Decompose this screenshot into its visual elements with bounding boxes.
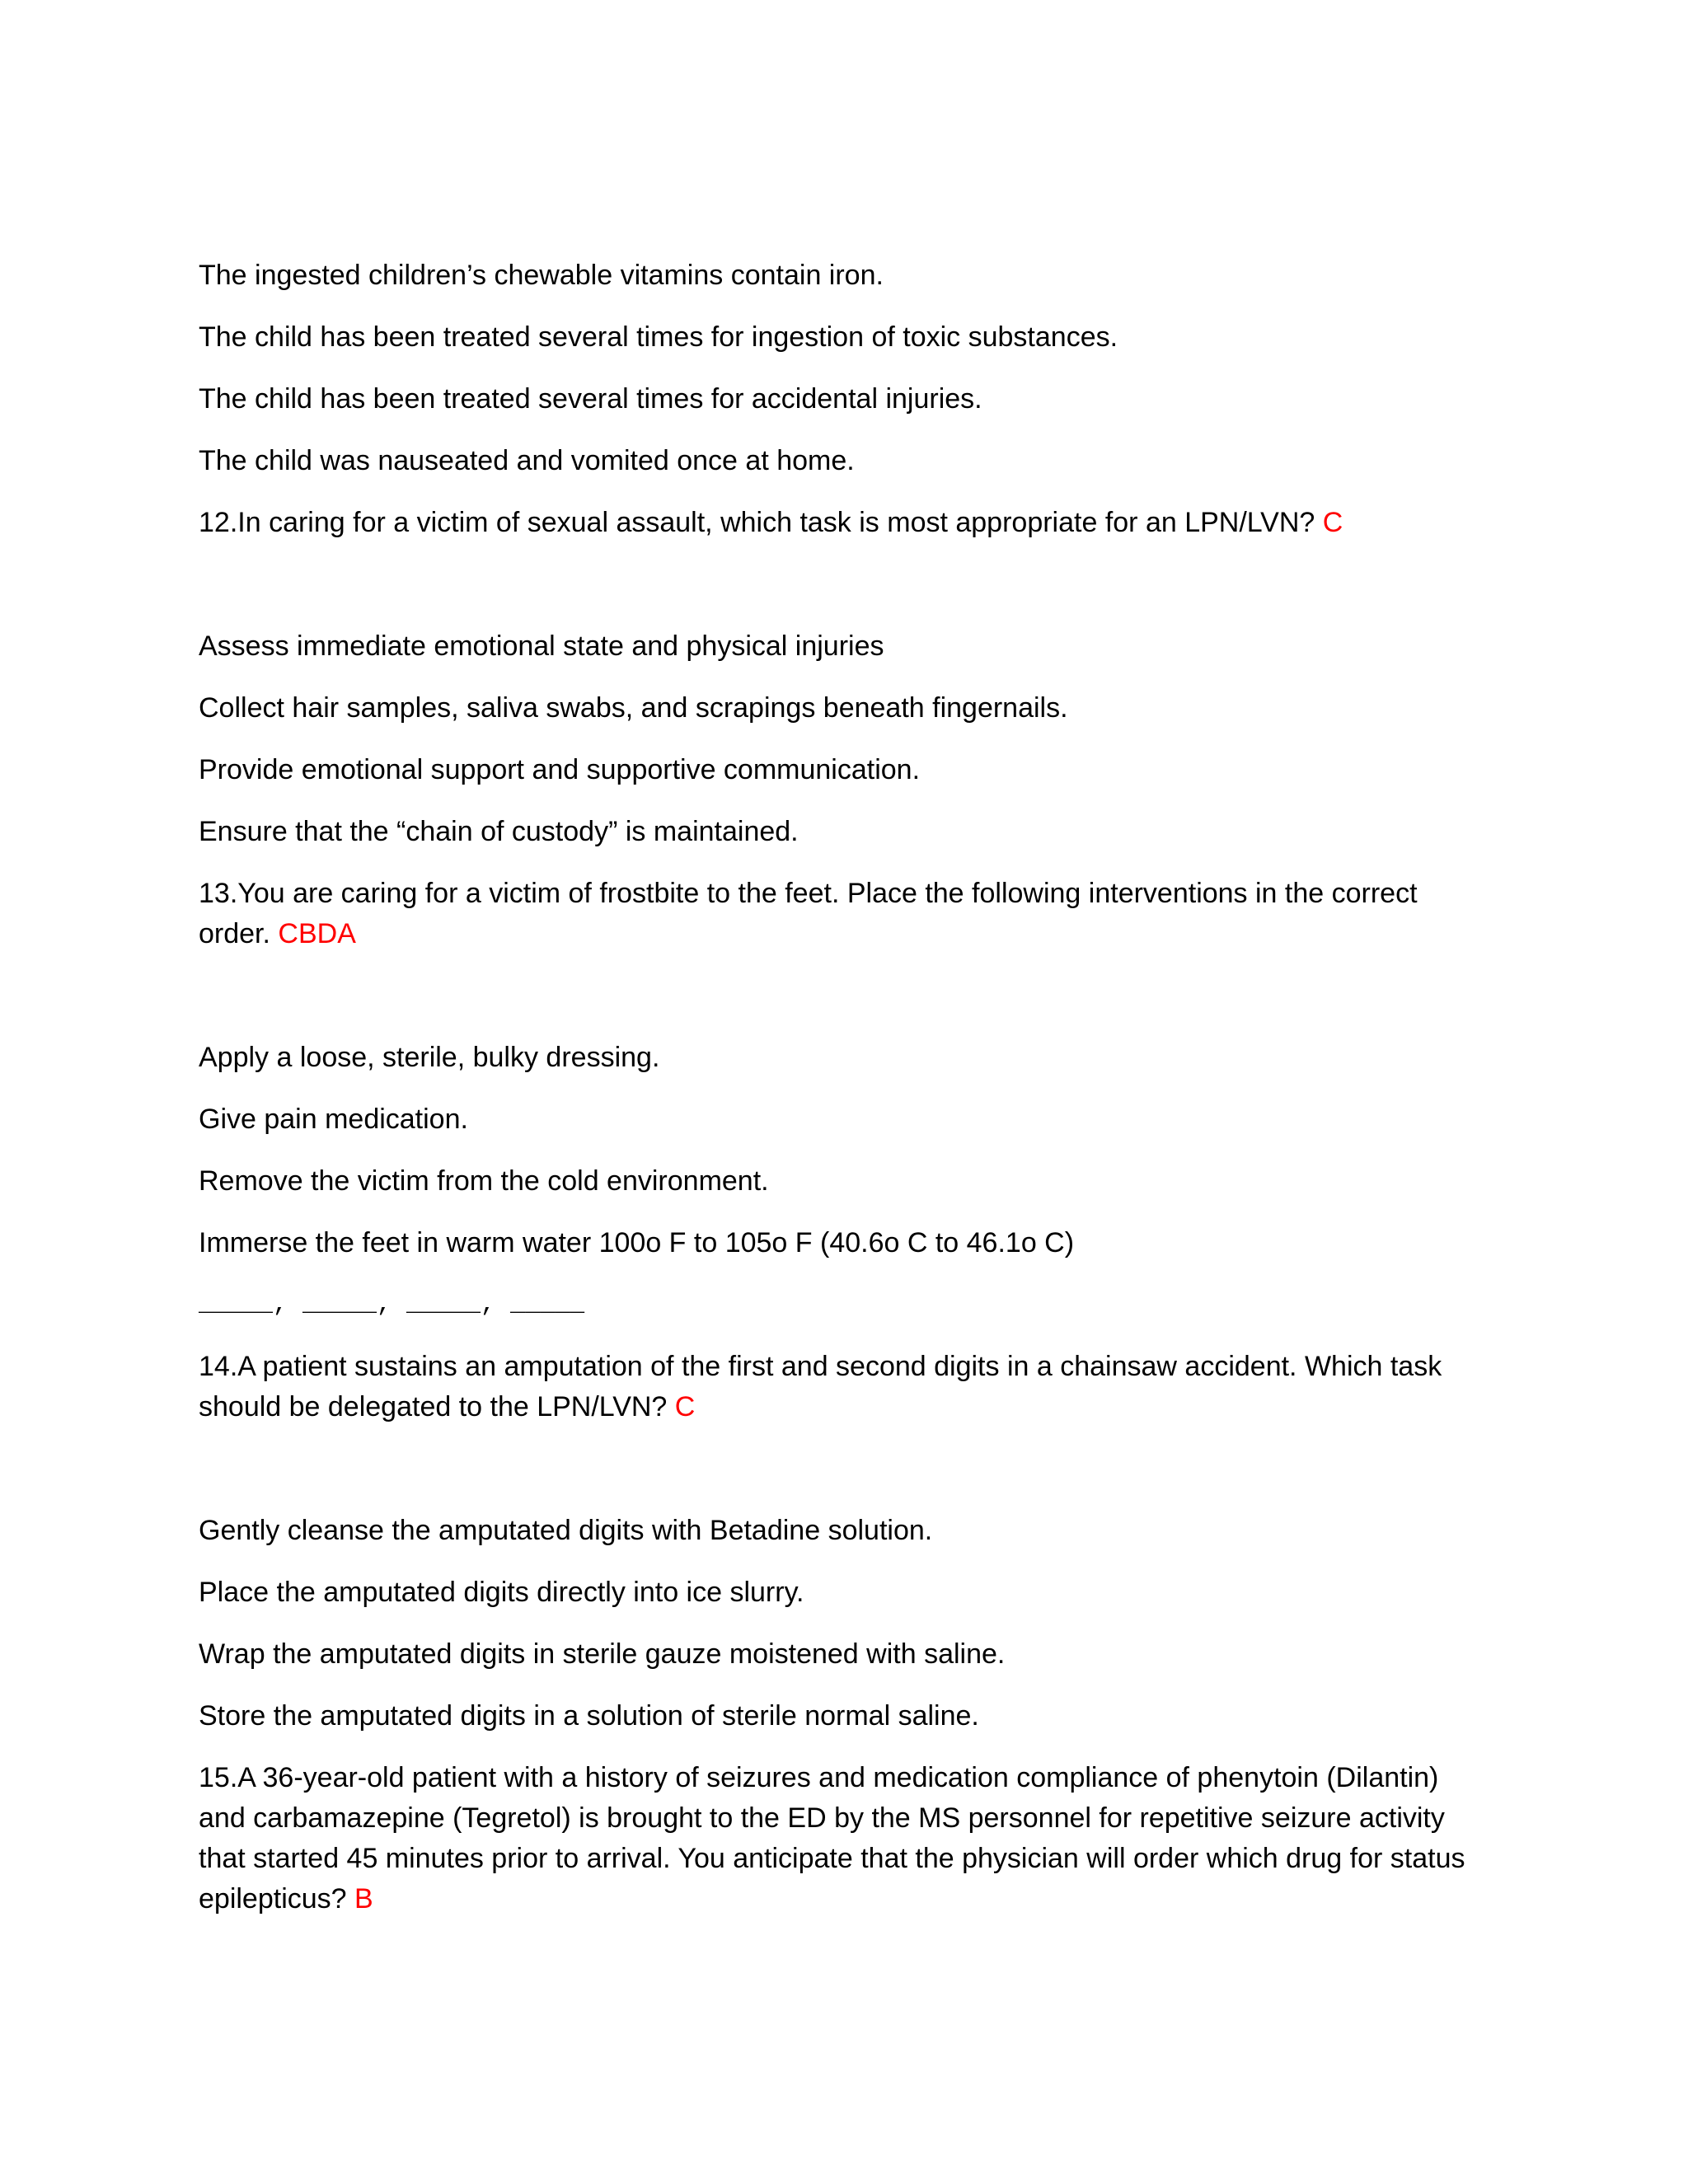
q13-option-3: Remove the victim from the cold environment. xyxy=(199,1165,769,1197)
q12-option-3: Provide emotional support and supportive communication. xyxy=(199,754,921,785)
q11-option-4: The child was nauseated and vomited once at home. xyxy=(199,445,855,476)
spacer xyxy=(199,1449,1484,1511)
q13-option-2: Give pain medication. xyxy=(199,1104,468,1135)
q12-option-2: Collect hair samples, saliva swabs, and scrapings beneath fingernails. xyxy=(199,692,1068,724)
q13-answer-blanks: _____, _____, _____, _____ xyxy=(199,1291,585,1319)
q15-answer: B xyxy=(354,1883,373,1915)
q14-option-4: Store the amputated digits in a solution of sterile normal saline. xyxy=(199,1700,979,1732)
q12-question xyxy=(199,503,1484,543)
q12-answer: C xyxy=(1322,507,1343,538)
q14-answer: C xyxy=(674,1391,696,1422)
q13-question-text: 13.You are caring for a victim of frostbite to the feet. Place the following interventions in the correct order. xyxy=(199,878,1418,949)
q13-option-4: Immerse the feet in warm water 100o F to 105o F (40.6o C to 46.1o C) xyxy=(199,1227,1075,1258)
q12-question-text: 12.In caring for a victim of sexual assault, which task is most appropriate for an LPN/LVN? xyxy=(199,507,1315,538)
q11-option-2: The child has been treated several times for ingestion of toxic substances. xyxy=(199,321,1118,353)
q14-option-2: Place the amputated digits directly into ice slurry. xyxy=(199,1577,804,1608)
q13-question xyxy=(199,874,1484,954)
q14-question xyxy=(199,1347,1484,1427)
q12-option-1: Assess immediate emotional state and physical injuries xyxy=(199,630,884,662)
q13-answer: CBDA xyxy=(278,918,356,949)
spacer xyxy=(199,976,1484,1038)
q14-option-1: Gently cleanse the amputated digits with Betadine solution. xyxy=(199,1515,933,1546)
q14-option-3: Wrap the amputated digits in sterile gauze moistened with saline. xyxy=(199,1638,1006,1670)
spacer xyxy=(199,565,1484,626)
q15-question xyxy=(199,1758,1484,1919)
q15-question-text: 15.A 36-year-old patient with a history of seizures and medication compliance of phenytoin (Dilantin) and carbamazepine (Tegretol) is brought to the ED by the MS personnel for repetitive seizure activity that started 45 minutes prior to arrival. You anticipate that the physician will order which drug for status epilepticus? xyxy=(199,1762,1465,1915)
document-body xyxy=(199,255,1484,1941)
q14-question-text: 14.A patient sustains an amputation of the first and second digits in a chainsaw accident. Which task should be delegated to the LPN/LVN? xyxy=(199,1351,1442,1422)
q13-option-1: Apply a loose, sterile, bulky dressing. xyxy=(199,1042,660,1073)
q11-option-3: The child has been treated several times for accidental injuries. xyxy=(199,383,982,415)
q12-option-4: Ensure that the “chain of custody” is maintained. xyxy=(199,816,799,847)
q11-option-1: The ingested children’s chewable vitamins contain iron. xyxy=(199,260,884,291)
